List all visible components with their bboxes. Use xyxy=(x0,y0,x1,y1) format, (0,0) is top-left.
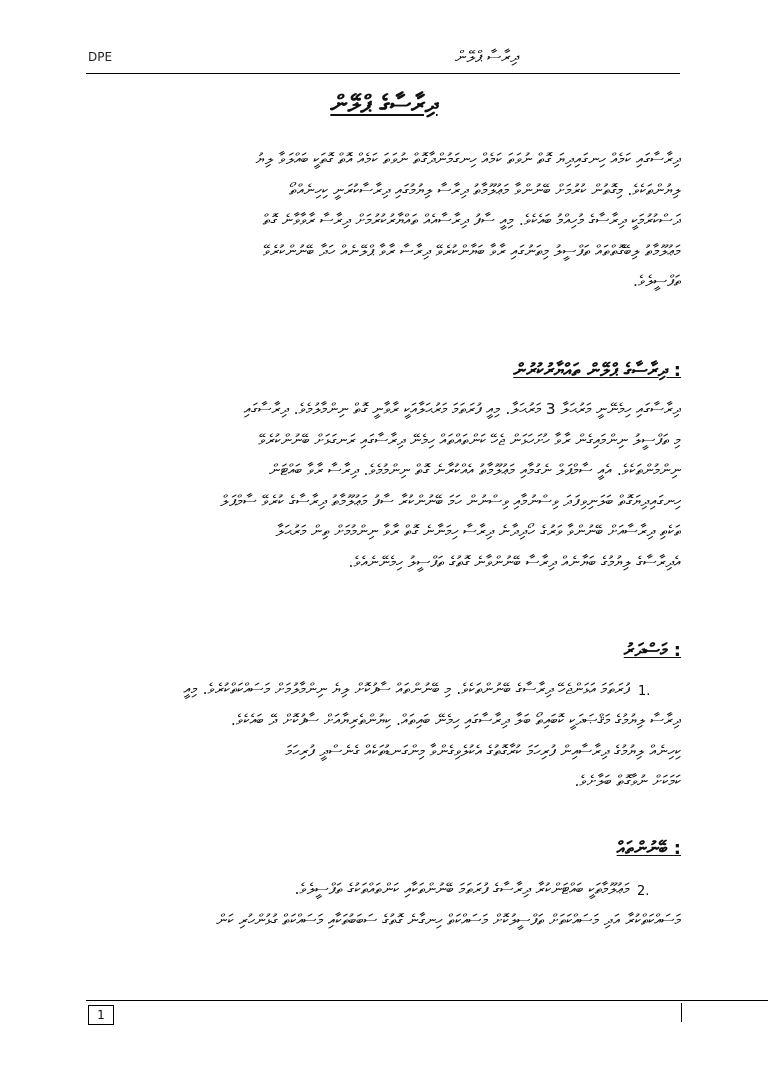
intro-line: ދިރާސާގައި ކަމެއް ހިނގައިދިޔަ ގޮތް ނުވަތަ ކަމެއް ހިނގަމުންދާގޮތް ނުވަތަ ކަމެއް އޮތް ގޮތަކީ ބައްލަވާ ލިޔު xyxy=(255,150,681,168)
section-plan-line: ދިރާސާގައި ހިމެނޭނީ މަރުޙަލާ 3 މަރުޙަލާ. މިއީ ފުރަތަމަ މަރުޙަލާއަކީ ރާވާނީ ގޮތް ނިންމާލުމެވެ. ދިރާސާގައި xyxy=(243,400,681,418)
section-plan-line: ހިނގައިދިޔަގޮތް ބަލަނިވިފަދަ ވިސްނުމާއި ވިސްނުން ހަމަ ބޭނުންކުރާ ސާފު މަޢުލޫމާތު ދިރާސާގެ ކުރެވޭ ސާމްޕަލް xyxy=(220,491,681,510)
header-rule xyxy=(86,73,680,74)
section-heading-uses: : ބޭނުންތައް xyxy=(616,838,681,859)
section-sources-paragraph-cont xyxy=(87,711,681,803)
section-sources-line: ފުރަތަމަ އަޅަންޖެހޭ ދިރާސާގެ ބޭނުންތަކެވެ. މި ބޭނުންތައް ސާފުކޮށް ލިޔެ ނިންމާލުމަށް މަސައްކަތްކުރެވެ. މިއީ xyxy=(183,680,630,698)
section-plan-line: އެދިރާސާގެ ލިޔުމުގެ ބަޔާނެއް ދިރާސާ ބޭނުންވާނެ ގޮތުގެ ތަފްސީލު ހިމެނޭނެއެވެ. xyxy=(348,552,681,571)
section-sources-line: ކަމަކަށް ނުވާގޮތް ބަލާށެވެ. xyxy=(574,772,681,790)
page-number: 1 xyxy=(88,1005,114,1025)
intro-line: ލިޔުންތަކެވެ. މިގޮތުން ކުރުމަށް ބޭނުންވާ މަޢުލޫމާތު ދިރާސާ ލިޔުމުގައި ދިރާސާކުރަނީ ކިހިނެއްތޯ xyxy=(289,180,681,199)
section-sources-line: ކިހިނެއް ލިޔުމުގެ ދިރާސާއިން ފުރިހަމަ ކުރާގޮތުގެ އެކުލެވިގެންވާ މިންގަނޑުތަކެއް ގެނެސްދީ ފުރިހަމަ xyxy=(285,741,681,760)
intro-line: ތަފްސީލެވެ. xyxy=(633,272,681,290)
section-heading-plan: : ދިރާސާގެ ޕްލޭން ތައްޔާރުކުރުން xyxy=(513,360,681,381)
section-sources-paragraph xyxy=(87,680,630,711)
intro-line: މަޢުލޫމާތު ލިބޭގޮތްތައް ތަފްސީލު މިތަނުގައި ރާވާ ބަޔާންކުރެވޭ ދިރާސާ ރާވާ ޕްލޭނެއް ހަދާ ބޭނުންކުރެވޭ xyxy=(262,241,681,260)
header-right-label: ދިރާސާ ޕްލޭން xyxy=(455,47,519,66)
section-plan-paragraph xyxy=(87,400,681,583)
section-plan-line: ތަކެތި ދިރާސާއަށް ބޭނުންވާ ވަރުގެ ހޯދިދާނެ ދިރާސާ ހިމަނާނެ ގޮތް ރާވާ ނިންމުމަށް ތިން މަރުޙަލާ xyxy=(275,522,681,540)
section-sources-line: ދިރާސާ ލިޔުމުގެ މަޤްޞަދަކީ ކޮބައިތޯ ބަލާ ދިރާސާގައި ހިމެނޭ ބައިތައް. ކިޔުންތެރިޔާއަށް ސާފުކޮށް ދޭ ބައެކެވެ. xyxy=(230,711,681,729)
section-uses-line: މަޢުލޫމާތަކީ ބައްޓަންކުރާ ދިރާސާގެ ފުރަތަމަ ބޭނުންތަކާއި ކަންތައްތަކުގެ ތަފްސީލެވެ. xyxy=(294,880,630,898)
section-plan-line: ނިންމުންތަކެވެ. އެއީ ސާމްޕަލް ނެގުމާއި މަޢުލޫމާތު އެއްކުރާނެ ގޮތް ނިންމުމެވެ. ދިރާސާ ރާވާ ބައްޓަން xyxy=(269,461,681,479)
item-number-1: 1. xyxy=(638,684,651,699)
section-plan-line: މި ތަފްސީލު ނިންމައިގެން ރާވާ ހުށަހަޅަން ޖެހޭ ކަންތައްތައް ހިމެނޭ ދިރާސާގައި ރަނގަޅަށް ބޭނުންކުރެވޭ xyxy=(258,430,681,449)
section-uses-paragraph-cont xyxy=(87,911,681,942)
item-number-2: 2. xyxy=(637,884,650,899)
footer-rule xyxy=(86,1000,768,1001)
intro-paragraph xyxy=(87,150,681,303)
footer-divider xyxy=(681,1003,682,1022)
intro-line: ދަސްކުރުމަކީ ދިރާސާގެ މުހިއްމު ބައެކެވެ. މިއީ ސާފު ދިރާސާއެއް ތައްޔާރުކުރުމަށް ދިރާސާ ރާވާވާނެ ގޮތް xyxy=(262,211,681,229)
section-uses-line: މަސައްކަތްކުރާ އަދި މަސައްކަތަށް ތަފްސީލުކޮށް މަސައްކަތް ހިނގާނެ ގޮތުގެ ސަބަބުތަކާއި މަސައްކަތް ގުޅުންހުރި ކަން xyxy=(216,911,681,929)
section-heading-sources: : މަސްދަރު xyxy=(623,640,681,661)
document-title: ދިރާސާގެ ޕްލޭން xyxy=(330,90,438,118)
header-left-label: DPE xyxy=(88,50,113,64)
section-uses-paragraph xyxy=(87,880,630,911)
